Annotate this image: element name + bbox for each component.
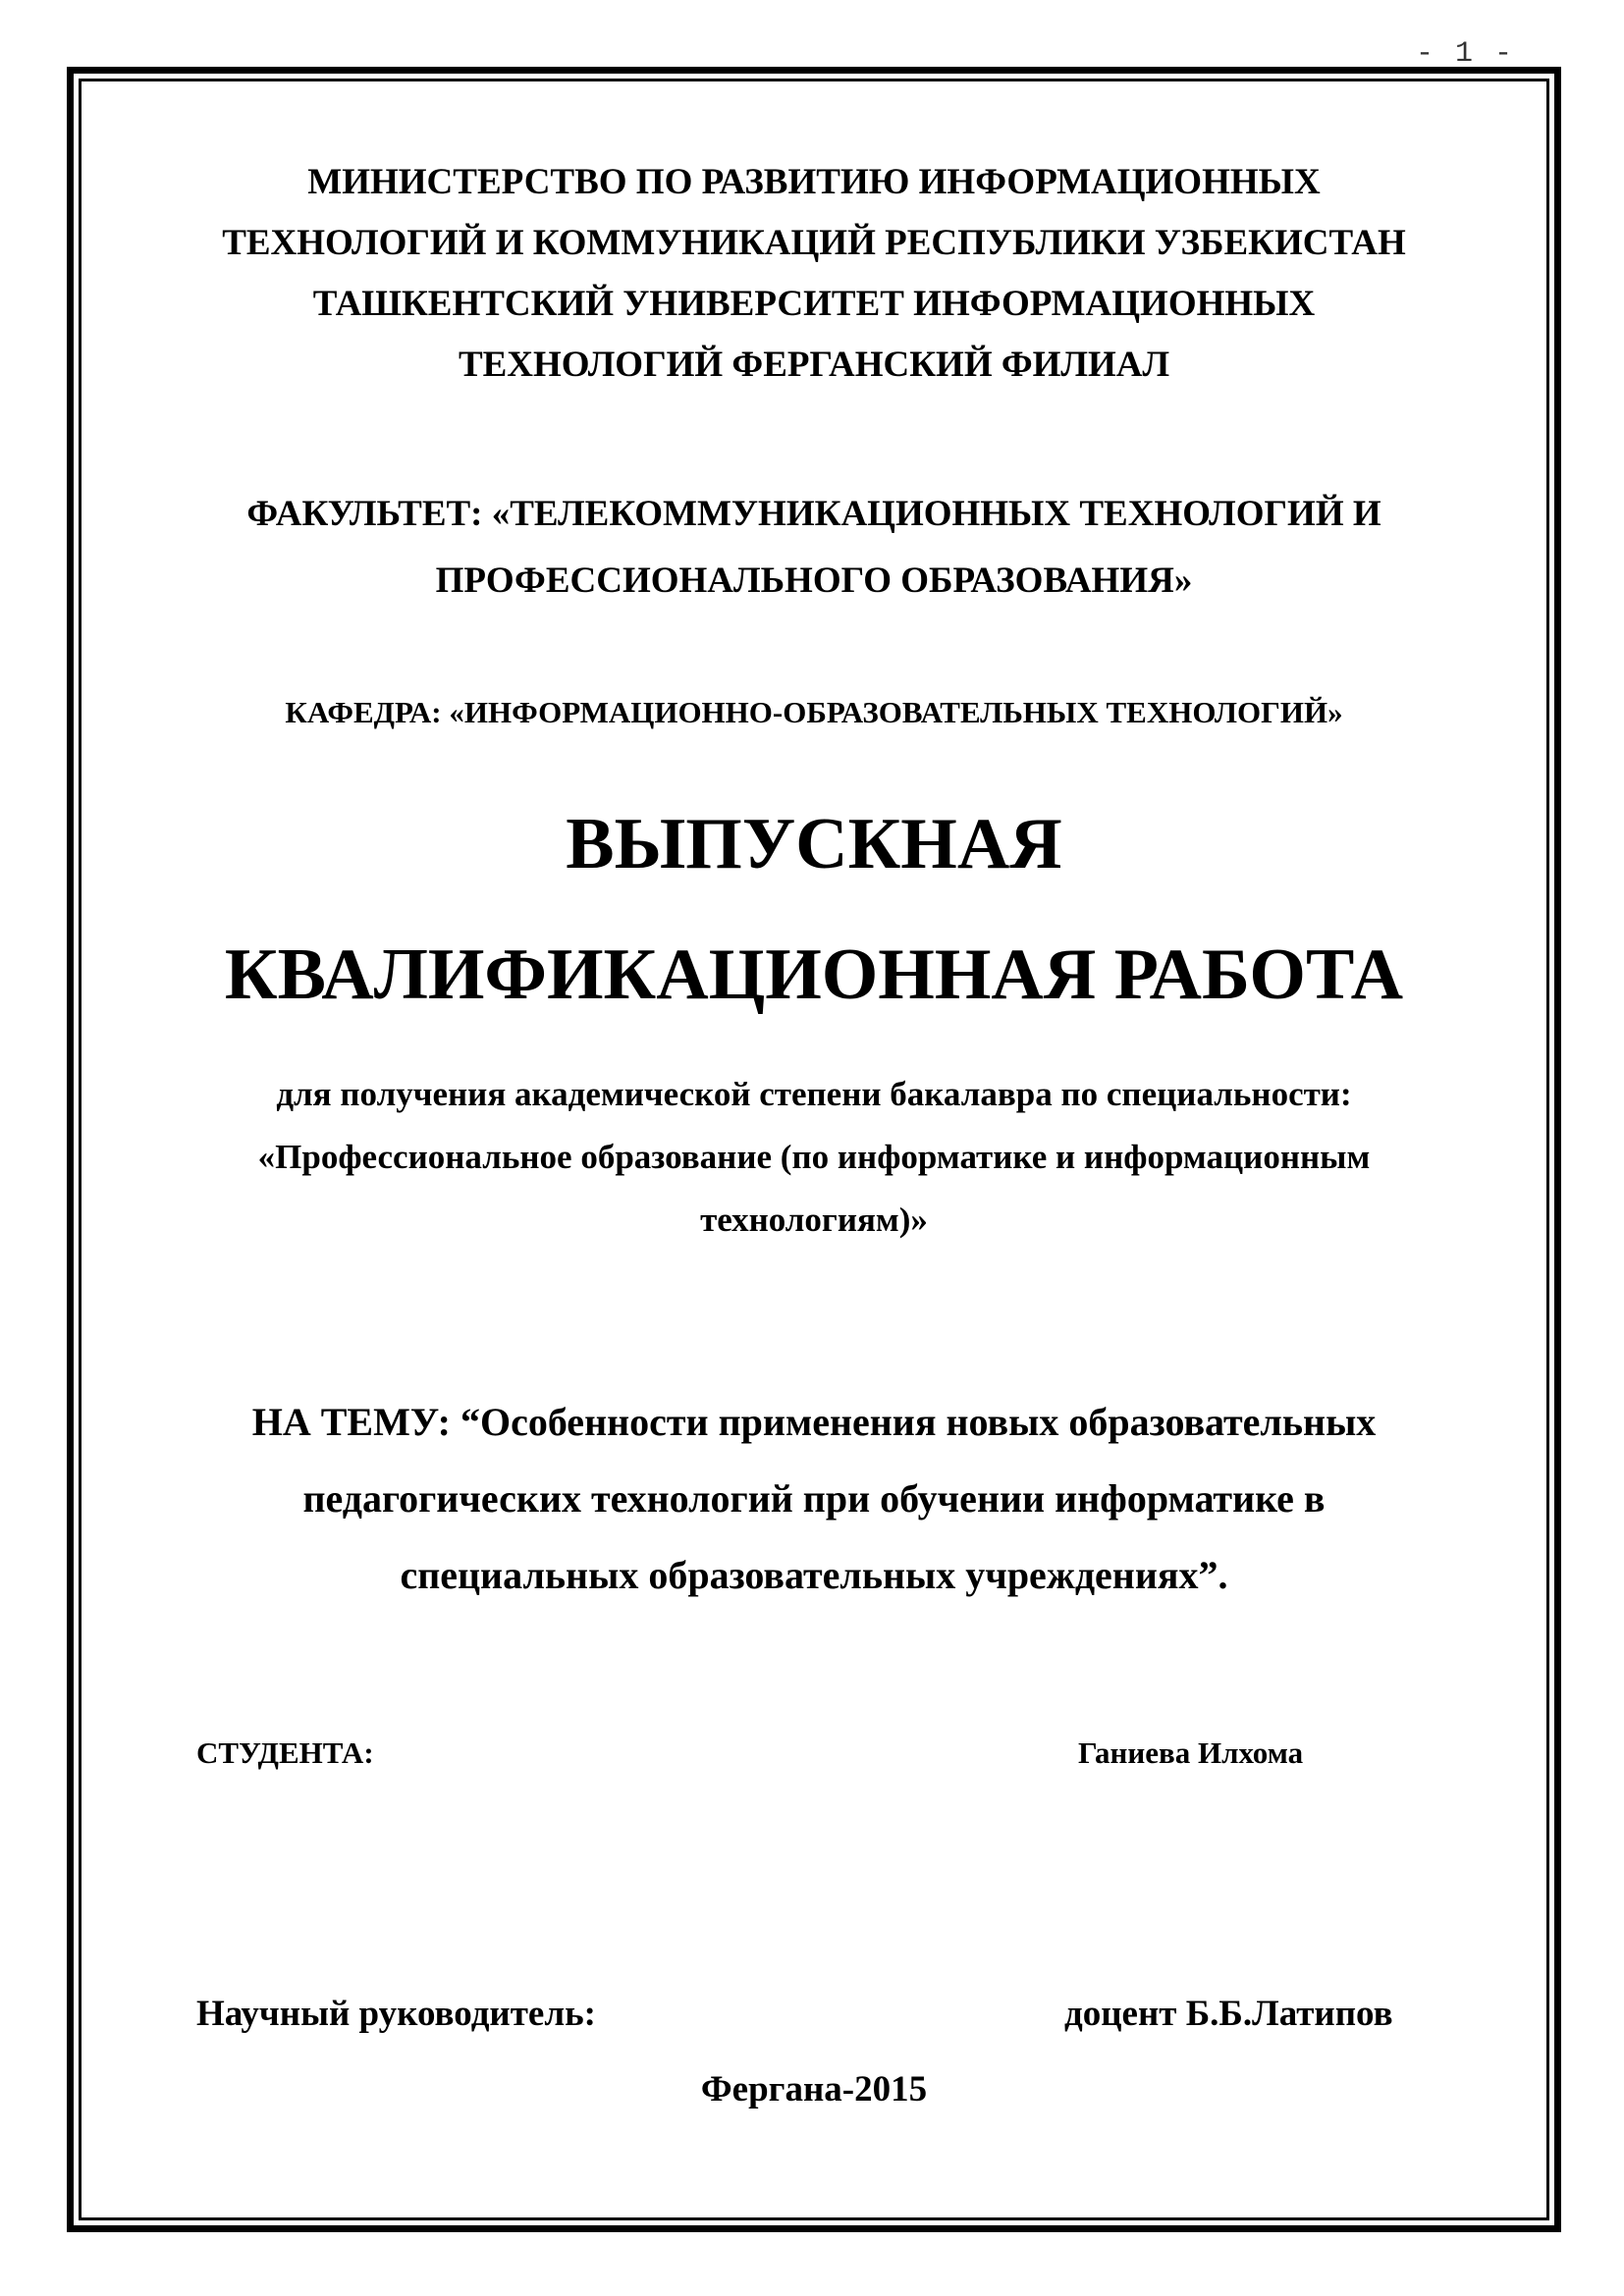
document-title-line2: КВАЛИФИКАЦИОННАЯ РАБОТА [224, 934, 1404, 1015]
faculty-heading [88, 481, 1540, 614]
ministry-line: ТЕХНОЛОГИЙ И КОММУНИКАЦИЙ РЕСПУБЛИКИ УЗБЕКИСТАН [222, 223, 1406, 263]
kafedra-line: КАФЕДРА: «ИНФОРМАЦИОННО-ОБРАЗОВАТЕЛЬНЫХ ТЕХНОЛОГИЙ» [285, 695, 1343, 729]
degree-line: «Профессиональное образование (по информатике и информационным [257, 1138, 1371, 1176]
degree-line: технологиям)» [700, 1201, 928, 1239]
faculty-line: ФАКУЛЬТЕТ: «ТЕЛЕКОММУНИКАЦИОННЫХ ТЕХНОЛОГИЙ И [246, 494, 1381, 534]
degree-line: для получения академической степени бакалавра по специальности: [276, 1075, 1352, 1113]
ministry-line: ТЕХНОЛОГИЙ ФЕРГАНСКИЙ ФИЛИАЛ [458, 345, 1170, 385]
city-year: Фергана-2015 [700, 2069, 928, 2109]
student-label: СТУДЕНТА: [196, 1735, 374, 1770]
ministry-heading [88, 152, 1540, 396]
advisor-name: доцент Б.Б.Латипов [1064, 1994, 1393, 2034]
faculty-line: ПРОФЕССИОНАЛЬНОГО ОБРАЗОВАНИЯ» [435, 561, 1193, 601]
topic-line: специальных образовательных учреждениях”. [400, 1553, 1228, 1597]
document-title-line1: ВЫПУСКНАЯ [566, 804, 1062, 884]
ministry-line: ТАШКЕНТСКИЙ УНИВЕРСИТЕТ ИНФОРМАЦИОННЫХ [312, 284, 1316, 324]
kafedra-heading [88, 689, 1540, 736]
thesis-topic [88, 1384, 1540, 1614]
advisor-label: Научный руководитель: [196, 1994, 596, 2034]
topic-line: педагогических технологий при обучении информатике в [302, 1476, 1326, 1521]
degree-description [88, 1063, 1540, 1252]
page-number: - 1 - [1415, 37, 1514, 71]
topic-line: НА ТЕМУ: “Особенности применения новых образовательных [251, 1400, 1377, 1444]
ministry-line: МИНИСТЕРСТВО ПО РАЗВИТИЮ ИНФОРМАЦИОННЫХ [307, 162, 1321, 202]
student-name: Ганиева Илхома [1078, 1735, 1304, 1770]
